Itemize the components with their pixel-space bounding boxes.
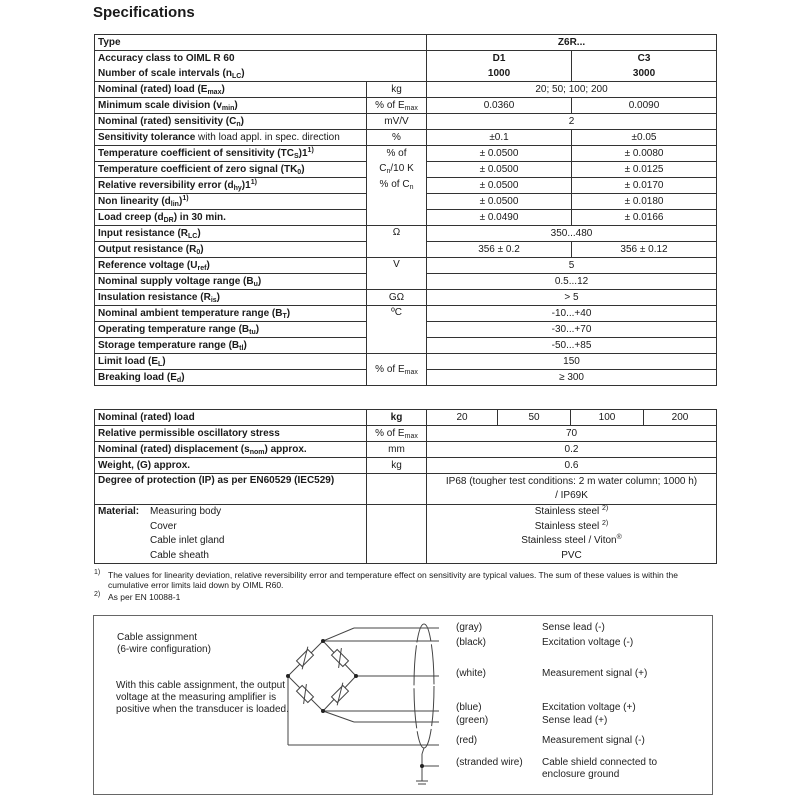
wire-function-gray: Sense lead (-) bbox=[542, 622, 605, 633]
wire-function-black: Excitation voltage (-) bbox=[542, 637, 634, 648]
row-value-d1: 356 ± 0.2 bbox=[427, 242, 572, 258]
row-value: 0.5...12 bbox=[427, 274, 717, 290]
type-label: Type bbox=[95, 35, 427, 51]
row-unit: % bbox=[367, 130, 427, 146]
row-value: -30...+70 bbox=[427, 322, 717, 338]
row-label: Relative reversibility error $(d_{hy})1^{1)}$ bbox=[95, 178, 367, 194]
row-value-c3: ± 0.0080 bbox=[572, 146, 717, 162]
row-value: -10...+40 bbox=[427, 306, 717, 322]
table-row bbox=[95, 306, 717, 322]
class-d1: D1 bbox=[492, 53, 506, 64]
row-unit: ºC bbox=[367, 306, 427, 354]
load-20: 20 bbox=[427, 410, 498, 426]
row-value-d1: ± 0.0500 bbox=[427, 162, 572, 178]
row-value: ≥ 300 bbox=[427, 370, 717, 386]
table-row bbox=[95, 354, 717, 370]
row-label: Nominal supply voltage range $(B_u)$ bbox=[95, 274, 367, 290]
row-unit: % of $C_n/10$ K bbox=[367, 146, 427, 178]
wire-function-blue: Excitation voltage (+) bbox=[542, 702, 636, 713]
row-value: 2 bbox=[427, 114, 717, 130]
row-value: 0.6 bbox=[427, 458, 717, 474]
table-row-accuracy bbox=[95, 51, 717, 82]
row-unit: % of $E_{max}$ bbox=[367, 98, 427, 114]
row-value-d1: 0.0360 bbox=[427, 98, 572, 114]
table-row bbox=[95, 146, 717, 162]
row-unit: GΩ bbox=[367, 290, 427, 306]
row-label: Load creep $(d_{DR})$ in 30 min. bbox=[95, 210, 367, 226]
row-label: Breaking load $(E_d)$ bbox=[95, 370, 367, 386]
intervals-d1: 1000 bbox=[487, 68, 511, 79]
wire-color-black: (black) bbox=[456, 637, 487, 648]
material-parts: Material: Measuring body Cover Cable inlet gland Cable sheath bbox=[95, 505, 367, 564]
wire-function-stranded: Cable shield connected to enclosure ground bbox=[542, 757, 658, 780]
footnote-2: $^{2)}$ As per EN 10088-1 bbox=[94, 591, 181, 602]
row-label: Relative permissible oscillatory stress bbox=[95, 426, 367, 442]
row-unit bbox=[367, 505, 427, 564]
type-value: Z6R... bbox=[427, 35, 717, 51]
wire-color-red: (red) bbox=[456, 735, 478, 746]
row-value-c3: ± 0.0180 bbox=[572, 194, 717, 210]
specifications-table bbox=[94, 34, 717, 386]
mechanical-table bbox=[94, 409, 717, 564]
row-label: Input resistance $(R_{LC})$ bbox=[95, 226, 367, 242]
row-value-c3: 0.0090 bbox=[572, 98, 717, 114]
row-value-c3: ±0.05 bbox=[572, 130, 717, 146]
table-row bbox=[95, 226, 717, 242]
row-unit: V bbox=[367, 258, 427, 290]
row-value: 150 bbox=[427, 354, 717, 370]
page-title: Specifications bbox=[93, 4, 195, 21]
row-unit: kg bbox=[367, 82, 427, 98]
row-label: Storage temperature range $(B_{tl})$ bbox=[95, 338, 367, 354]
table-row bbox=[95, 258, 717, 274]
cable-assignment-box bbox=[93, 615, 713, 795]
row-label: Temperature coefficient of sensitivity $(TC_S)1^{1)}$ bbox=[95, 146, 367, 162]
load-50: 50 bbox=[498, 410, 571, 426]
table-row bbox=[95, 82, 717, 98]
wire-function-green: Sense lead (+) bbox=[542, 715, 608, 726]
row-value-c3: ± 0.0170 bbox=[572, 178, 717, 194]
table-row bbox=[95, 130, 717, 146]
row-label: Sensitivity tolerance with load appl. in spec. direction bbox=[95, 130, 367, 146]
table-row-oscillatory bbox=[95, 426, 717, 442]
table-row-material bbox=[95, 505, 717, 564]
row-label: Insulation resistance $(R_{is})$ bbox=[95, 290, 367, 306]
cable-title: Cable assignment (6-wire configuration) bbox=[117, 632, 211, 655]
table-row-type bbox=[95, 35, 717, 51]
row-unit: % of $E_{max}$ bbox=[367, 354, 427, 386]
wire-function-white: Measurement signal (+) bbox=[542, 668, 648, 679]
row-unit: kg bbox=[367, 410, 427, 426]
material-values: Stainless steel $^{2)}$ Stainless steel $^{2)}$ Stainless steel / Viton® PVC bbox=[427, 505, 717, 564]
table-row bbox=[95, 114, 717, 130]
row-unit: mm bbox=[367, 442, 427, 458]
row-value-d1: ±0.1 bbox=[427, 130, 572, 146]
row-unit: mV/V bbox=[367, 114, 427, 130]
accuracy-label: Accuracy class to OIML R 60 bbox=[98, 53, 235, 64]
row-label: Operating temperature range $(B_{tu})$ bbox=[95, 322, 367, 338]
load-200: 200 bbox=[644, 410, 717, 426]
material-label: Material: bbox=[98, 506, 140, 517]
row-unit: % of $E_{max}$ bbox=[367, 426, 427, 442]
row-value: > 5 bbox=[427, 290, 717, 306]
row-unit: Ω bbox=[367, 226, 427, 258]
load-100: 100 bbox=[571, 410, 644, 426]
row-unit bbox=[367, 474, 427, 505]
row-value-d1: ± 0.0500 bbox=[427, 146, 572, 162]
row-label: Limit load $(E_L)$ bbox=[95, 354, 367, 370]
wire-color-gray: (gray) bbox=[456, 622, 483, 633]
row-value-c3: 356 ± 0.12 bbox=[572, 242, 717, 258]
table-row bbox=[95, 98, 717, 114]
table-row-weight bbox=[95, 458, 717, 474]
row-label: Output resistance $(R_0)$ bbox=[95, 242, 367, 258]
row-value: 0.2 bbox=[427, 442, 717, 458]
row-value-d1: ± 0.0500 bbox=[427, 178, 572, 194]
table-row bbox=[95, 290, 717, 306]
row-value: IP68 (tougher test conditions: 2 m water column; 1000 h) / IP69K bbox=[427, 474, 717, 505]
wire-color-stranded: (stranded wire) bbox=[456, 757, 523, 768]
intervals-c3: 3000 bbox=[632, 68, 656, 79]
row-label: Nominal (rated) displacement $(s_{nom})$ approx. bbox=[95, 442, 367, 458]
row-value: -50...+85 bbox=[427, 338, 717, 354]
row-label: Reference voltage $(U_{ref})$ bbox=[95, 258, 367, 274]
row-value-c3: ± 0.0166 bbox=[572, 210, 717, 226]
row-label: Minimum scale division $(v_{min})$ bbox=[95, 98, 367, 114]
class-c3: C3 bbox=[637, 53, 651, 64]
wire-color-white: (white) bbox=[456, 668, 487, 679]
row-label: Temperature coefficient of zero signal $(TK_0)$ bbox=[95, 162, 367, 178]
row-value-d1: ± 0.0490 bbox=[427, 210, 572, 226]
wire-color-green: (green) bbox=[456, 715, 489, 726]
row-value: 70 bbox=[427, 426, 717, 442]
table-row-displacement bbox=[95, 442, 717, 458]
row-unit: % of $C_n$ bbox=[367, 178, 427, 226]
row-unit: kg bbox=[367, 458, 427, 474]
cable-description: With this cable assignment, the output voltage at the measuring amplifier is positive when the transducer is loaded. bbox=[116, 680, 289, 715]
row-label: Nominal (rated) load $(E_{max})$ bbox=[95, 82, 367, 98]
row-label: Nominal (rated) load bbox=[95, 410, 367, 426]
row-label: Non linearity $(d_{lin})^{1)}$ bbox=[95, 194, 367, 210]
row-value-c3: ± 0.0125 bbox=[572, 162, 717, 178]
intervals-label: Number of scale intervals $(n_{LC})$ bbox=[98, 68, 245, 80]
row-label: Nominal (rated) sensitivity $(C_n)$ bbox=[95, 114, 367, 130]
row-value: 5 bbox=[427, 258, 717, 274]
row-label: Weight, (G) approx. bbox=[95, 458, 367, 474]
wire-function-red: Measurement signal (-) bbox=[542, 735, 645, 746]
row-value: 20; 50; 100; 200 bbox=[427, 82, 717, 98]
row-value: 350...480 bbox=[427, 226, 717, 242]
table-row bbox=[95, 178, 717, 194]
footnote-1: $^{1)}$ The values for linearity deviation, relative reversibility error and temperature effect on sensitivity are typical values. The sum of these values is within the cumulative error limits laid down by OIML R60. bbox=[94, 569, 678, 590]
row-label: Nominal ambient temperature range $(B_T)$ bbox=[95, 306, 367, 322]
table-row-protection bbox=[95, 474, 717, 505]
row-label: Degree of protection (IP) as per EN60529 (IEC529) bbox=[95, 474, 367, 505]
table-row-nominal-load bbox=[95, 410, 717, 426]
row-value-d1: ± 0.0500 bbox=[427, 194, 572, 210]
wire-color-blue: (blue) bbox=[456, 702, 482, 713]
